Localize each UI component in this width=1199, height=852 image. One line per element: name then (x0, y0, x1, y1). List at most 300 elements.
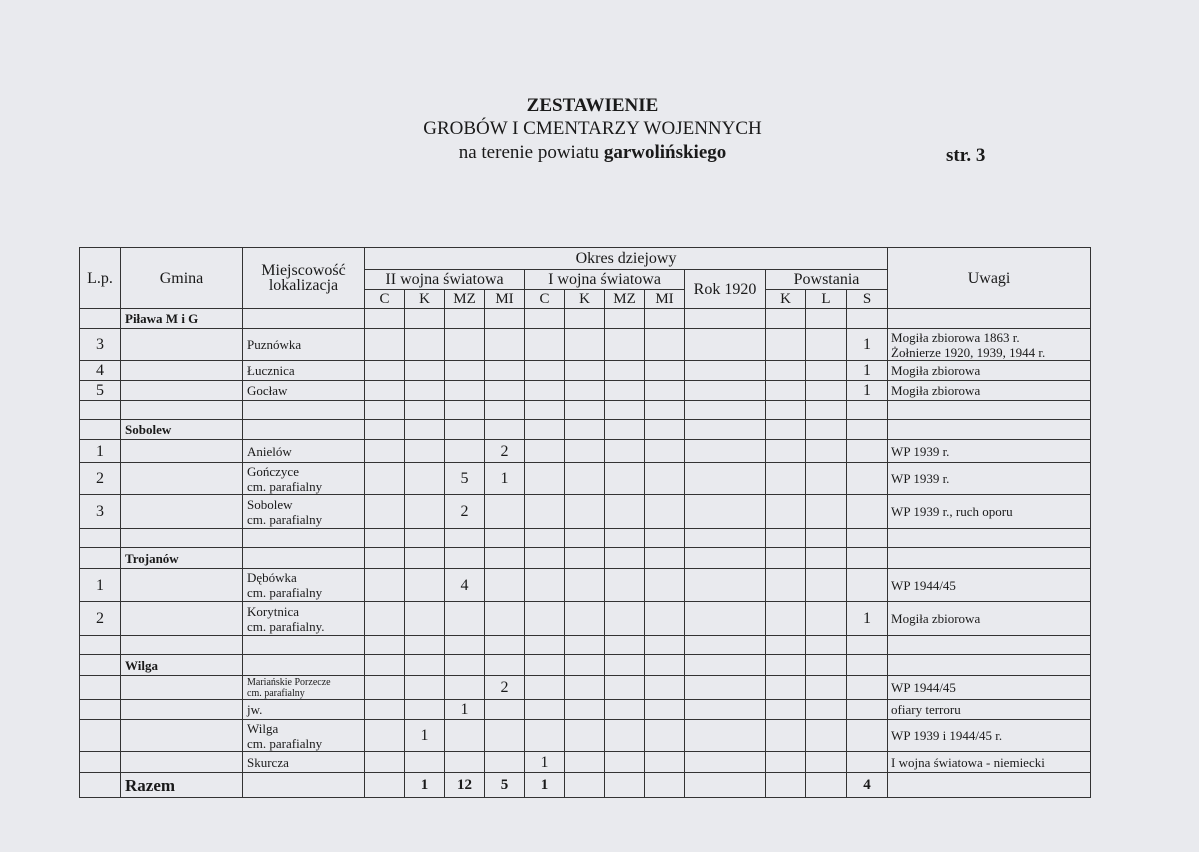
empty-cell (485, 548, 525, 569)
row-location (243, 361, 365, 381)
row-lp: 2 (80, 602, 121, 636)
count-cell (565, 569, 605, 602)
header-ww1: I wojna światowa (525, 270, 685, 290)
count-cell (365, 676, 405, 700)
location-detail: cm. parafialny (247, 735, 323, 751)
uwagi-line: WP 1944/45 (891, 680, 956, 695)
total-uwagi (888, 773, 1091, 798)
empty-cell (766, 548, 806, 569)
location-name: Gocław (247, 383, 288, 398)
header-ww2: II wojna światowa (365, 270, 525, 290)
count-cell (605, 752, 645, 773)
location-name: Skurcza (247, 754, 289, 770)
count-cell (605, 700, 645, 720)
count-cell (405, 381, 445, 401)
count-cell (645, 381, 685, 401)
uwagi-line: Mogiła zbiorowa (891, 363, 981, 378)
total-value: 12 (445, 773, 485, 798)
count-cell (565, 495, 605, 529)
empty-cell (766, 401, 806, 420)
total-value (685, 773, 766, 798)
subheader-ww1-3: MI (645, 290, 685, 309)
row-lp (80, 655, 121, 676)
empty-cell (485, 636, 525, 655)
empty-cell (645, 401, 685, 420)
empty-cell (525, 309, 565, 329)
row-uwagi (888, 602, 1091, 636)
count-cell: 1 (847, 602, 888, 636)
subheader-ww2-2: MZ (445, 290, 485, 309)
count-cell-rok1920 (685, 700, 766, 720)
count-cell (806, 463, 847, 495)
empty-cell (766, 655, 806, 676)
empty-cell (405, 548, 445, 569)
row-location (243, 463, 365, 495)
empty-cell (605, 529, 645, 548)
table-row (80, 676, 1091, 700)
empty-cell (445, 636, 485, 655)
row-uwagi (888, 329, 1091, 361)
gmina-name: Sobolew (121, 420, 243, 440)
count-cell (806, 495, 847, 529)
header-lp: L.p. (80, 248, 121, 309)
count-cell (365, 361, 405, 381)
row-location (243, 602, 365, 636)
count-cell: 1 (847, 361, 888, 381)
row-location (243, 381, 365, 401)
count-cell (806, 569, 847, 602)
empty-cell (405, 529, 445, 548)
count-cell (485, 569, 525, 602)
table-row (80, 720, 1091, 752)
header-uwagi: Uwagi (888, 248, 1091, 309)
empty-cell (605, 401, 645, 420)
empty-cell (888, 420, 1091, 440)
count-cell (365, 495, 405, 529)
count-cell (365, 569, 405, 602)
count-cell: 1 (485, 463, 525, 495)
count-cell (445, 602, 485, 636)
document-region-line (0, 142, 1185, 164)
graves-table (79, 247, 1091, 798)
table-row (80, 569, 1091, 602)
count-cell-rok1920 (685, 463, 766, 495)
count-cell (525, 361, 565, 381)
count-cell (485, 720, 525, 752)
count-cell (565, 752, 605, 773)
total-value (365, 773, 405, 798)
count-cell (405, 329, 445, 361)
uwagi-line: WP 1939 i 1944/45 r. (891, 728, 1003, 743)
empty-cell (365, 529, 405, 548)
location-name: Łucznica (247, 363, 295, 378)
count-cell-rok1920 (685, 569, 766, 602)
count-cell: 5 (445, 463, 485, 495)
count-cell-rok1920 (685, 329, 766, 361)
empty-cell (565, 401, 605, 420)
count-cell (766, 569, 806, 602)
empty-cell (605, 655, 645, 676)
count-cell (806, 602, 847, 636)
count-cell-rok1920 (685, 381, 766, 401)
location-name: Puznówka (247, 337, 302, 352)
count-cell (605, 569, 645, 602)
empty-cell (485, 529, 525, 548)
location-name: Gończyce (247, 463, 299, 479)
count-cell (847, 495, 888, 529)
count-cell: 1 (847, 329, 888, 361)
row-gmina (121, 676, 243, 700)
total-value (605, 773, 645, 798)
subheader-ww2-0: C (365, 290, 405, 309)
row-uwagi (888, 752, 1091, 773)
count-cell (525, 676, 565, 700)
total-value: 5 (485, 773, 525, 798)
count-cell (766, 495, 806, 529)
count-cell (605, 381, 645, 401)
row-gmina (121, 361, 243, 381)
uwagi-line: Mogiła zbiorowa 1863 r. (891, 329, 1020, 345)
total-row (80, 773, 1091, 798)
count-cell-rok1920 (685, 676, 766, 700)
location-name: jw. (247, 702, 263, 717)
header-rok1920: Rok 1920 (685, 270, 766, 309)
count-cell (847, 463, 888, 495)
row-gmina (121, 700, 243, 720)
row-gmina (121, 329, 243, 361)
empty-cell (806, 420, 847, 440)
row-uwagi (888, 495, 1091, 529)
row-lp (80, 720, 121, 752)
count-cell (645, 602, 685, 636)
location-name: Wilga (247, 720, 279, 736)
count-cell: 1 (525, 752, 565, 773)
empty-cell (565, 548, 605, 569)
count-cell (565, 361, 605, 381)
count-cell-rok1920 (685, 720, 766, 752)
count-cell (645, 700, 685, 720)
count-cell: 4 (445, 569, 485, 602)
uwagi-line: I wojna światowa - niemiecki (891, 754, 1045, 770)
empty-cell (565, 655, 605, 676)
empty-cell (685, 529, 766, 548)
row-location (243, 495, 365, 529)
row-gmina (121, 720, 243, 752)
count-cell (405, 569, 445, 602)
count-cell (766, 602, 806, 636)
empty-cell (243, 420, 365, 440)
count-cell (565, 440, 605, 463)
count-cell (445, 381, 485, 401)
row-lp (80, 676, 121, 700)
row-gmina (121, 752, 243, 773)
count-cell (645, 463, 685, 495)
empty-cell (605, 309, 645, 329)
count-cell (605, 440, 645, 463)
empty-cell (888, 401, 1091, 420)
empty-cell (365, 420, 405, 440)
count-cell (405, 440, 445, 463)
count-cell (806, 361, 847, 381)
row-lp (80, 309, 121, 329)
empty-cell (888, 655, 1091, 676)
empty-cell (806, 636, 847, 655)
count-cell (766, 676, 806, 700)
subheader-ww1-0: C (525, 290, 565, 309)
count-cell (766, 361, 806, 381)
empty-cell (445, 420, 485, 440)
count-cell (525, 440, 565, 463)
row-lp: 3 (80, 329, 121, 361)
count-cell (525, 720, 565, 752)
header-miejscowosc (243, 248, 365, 309)
empty-cell (525, 636, 565, 655)
count-cell (847, 569, 888, 602)
count-cell (485, 381, 525, 401)
count-cell (645, 569, 685, 602)
count-cell (525, 463, 565, 495)
row-location (243, 752, 365, 773)
location-name: Mariańskie Porzecze (247, 676, 331, 688)
count-cell (525, 700, 565, 720)
row-location (243, 720, 365, 752)
empty-cell (645, 420, 685, 440)
location-detail: cm. parafialny (247, 478, 323, 494)
count-cell (605, 602, 645, 636)
count-cell (365, 381, 405, 401)
count-cell (605, 495, 645, 529)
count-cell-rok1920 (685, 361, 766, 381)
row-location (243, 676, 365, 700)
total-value: 1 (405, 773, 445, 798)
count-cell (365, 752, 405, 773)
empty-cell (685, 548, 766, 569)
count-cell (806, 676, 847, 700)
empty-cell (685, 420, 766, 440)
empty-cell (847, 548, 888, 569)
uwagi-line: WP 1939 r., ruch oporu (891, 504, 1013, 519)
count-cell: 1 (847, 381, 888, 401)
count-cell (405, 752, 445, 773)
empty-cell (645, 636, 685, 655)
empty-cell (80, 636, 121, 655)
count-cell (525, 495, 565, 529)
empty-cell (766, 420, 806, 440)
header-okres: Okres dziejowy (365, 248, 888, 270)
row-uwagi (888, 569, 1091, 602)
count-cell (365, 720, 405, 752)
count-cell (847, 752, 888, 773)
table-row (80, 602, 1091, 636)
count-cell: 2 (485, 676, 525, 700)
subheader-ww2-3: MI (485, 290, 525, 309)
empty-cell (565, 529, 605, 548)
empty-cell (645, 309, 685, 329)
header-powstania: Powstania (766, 270, 888, 290)
empty-cell (405, 655, 445, 676)
empty-cell (847, 655, 888, 676)
count-cell (645, 329, 685, 361)
location-name: Anielów (247, 443, 292, 459)
region-prefix: na terenie powiatu (458, 142, 604, 163)
count-cell (565, 329, 605, 361)
empty-cell (365, 636, 405, 655)
gmina-name: Piława M i G (121, 309, 243, 329)
total-value (766, 773, 806, 798)
empty-cell (565, 636, 605, 655)
empty-cell (405, 420, 445, 440)
location-name: Sobolew (247, 496, 293, 512)
table-row (80, 752, 1091, 773)
empty-cell (365, 548, 405, 569)
count-cell: 1 (405, 720, 445, 752)
empty-cell (405, 309, 445, 329)
row-uwagi (888, 676, 1091, 700)
row-lp: 2 (80, 463, 121, 495)
empty-cell (806, 548, 847, 569)
uwagi-line: Żołnierze 1920, 1939, 1944 r. (891, 344, 1046, 360)
empty-cell (847, 309, 888, 329)
count-cell: 1 (445, 700, 485, 720)
total-location (243, 773, 365, 798)
count-cell (365, 700, 405, 720)
empty-cell (121, 636, 243, 655)
table-row (80, 309, 1091, 329)
count-cell (766, 752, 806, 773)
empty-cell (365, 655, 405, 676)
row-location (243, 569, 365, 602)
row-gmina (121, 381, 243, 401)
count-cell (405, 361, 445, 381)
count-cell (766, 440, 806, 463)
empty-cell (888, 529, 1091, 548)
count-cell (445, 752, 485, 773)
count-cell (565, 676, 605, 700)
empty-cell (121, 529, 243, 548)
count-cell (405, 676, 445, 700)
empty-cell (485, 401, 525, 420)
row-lp: 5 (80, 381, 121, 401)
count-cell (645, 720, 685, 752)
empty-cell (243, 309, 365, 329)
row-gmina (121, 495, 243, 529)
table-row (80, 381, 1091, 401)
table-row (80, 655, 1091, 676)
count-cell (405, 602, 445, 636)
location-detail: cm. parafialny (247, 585, 323, 600)
count-cell (605, 329, 645, 361)
row-lp (80, 420, 121, 440)
table-row (80, 463, 1091, 495)
row-lp: 1 (80, 569, 121, 602)
page-number: str. 3 (946, 145, 986, 166)
empty-cell (485, 655, 525, 676)
row-gmina (121, 569, 243, 602)
region-name: garwolińskiego (603, 142, 727, 163)
count-cell (605, 361, 645, 381)
count-cell (766, 381, 806, 401)
row-gmina (121, 440, 243, 463)
count-cell (806, 329, 847, 361)
table-row (80, 401, 1091, 420)
row-lp: 1 (80, 440, 121, 463)
uwagi-line: Mogiła zbiorowa (891, 383, 981, 398)
empty-cell (888, 309, 1091, 329)
count-cell (405, 700, 445, 720)
count-cell (405, 495, 445, 529)
uwagi-line: WP 1944/45 (891, 577, 956, 593)
count-cell (445, 361, 485, 381)
empty-cell (485, 309, 525, 329)
count-cell (405, 463, 445, 495)
count-cell (645, 676, 685, 700)
subheader-pow-0: K (766, 290, 806, 309)
total-value (806, 773, 847, 798)
total-label: Razem (121, 773, 243, 798)
row-lp (80, 700, 121, 720)
empty-cell (525, 401, 565, 420)
total-value (565, 773, 605, 798)
count-cell (847, 676, 888, 700)
table-row (80, 495, 1091, 529)
empty-cell (525, 529, 565, 548)
count-cell (365, 602, 405, 636)
empty-cell (806, 309, 847, 329)
count-cell (365, 329, 405, 361)
row-lp (80, 548, 121, 569)
count-cell (485, 361, 525, 381)
count-cell (445, 440, 485, 463)
empty-cell (565, 420, 605, 440)
count-cell (445, 329, 485, 361)
row-uwagi (888, 440, 1091, 463)
empty-cell (685, 401, 766, 420)
count-cell-rok1920 (685, 440, 766, 463)
count-cell (525, 329, 565, 361)
empty-cell (525, 655, 565, 676)
table-row (80, 329, 1091, 361)
empty-cell (80, 529, 121, 548)
count-cell-rok1920 (685, 495, 766, 529)
total-value (645, 773, 685, 798)
count-cell (847, 720, 888, 752)
row-uwagi (888, 381, 1091, 401)
uwagi-line: Mogiła zbiorowa (891, 611, 981, 626)
empty-cell (847, 636, 888, 655)
empty-cell (888, 636, 1091, 655)
count-cell (525, 381, 565, 401)
row-uwagi (888, 720, 1091, 752)
empty-cell (485, 420, 525, 440)
empty-cell (645, 529, 685, 548)
location-detail: cm. parafialny. (247, 618, 325, 634)
row-location (243, 440, 365, 463)
row-uwagi (888, 361, 1091, 381)
gmina-name: Wilga (121, 655, 243, 676)
header-miejscowosc-line1: Miejscowość (261, 262, 346, 279)
count-cell (605, 720, 645, 752)
empty-cell (243, 529, 365, 548)
subheader-ww1-2: MZ (605, 290, 645, 309)
empty-cell (888, 548, 1091, 569)
empty-cell (365, 309, 405, 329)
uwagi-line: ofiary terroru (891, 702, 961, 717)
count-cell: 2 (445, 495, 485, 529)
count-cell (766, 720, 806, 752)
count-cell (485, 700, 525, 720)
count-cell (847, 700, 888, 720)
empty-cell (766, 309, 806, 329)
